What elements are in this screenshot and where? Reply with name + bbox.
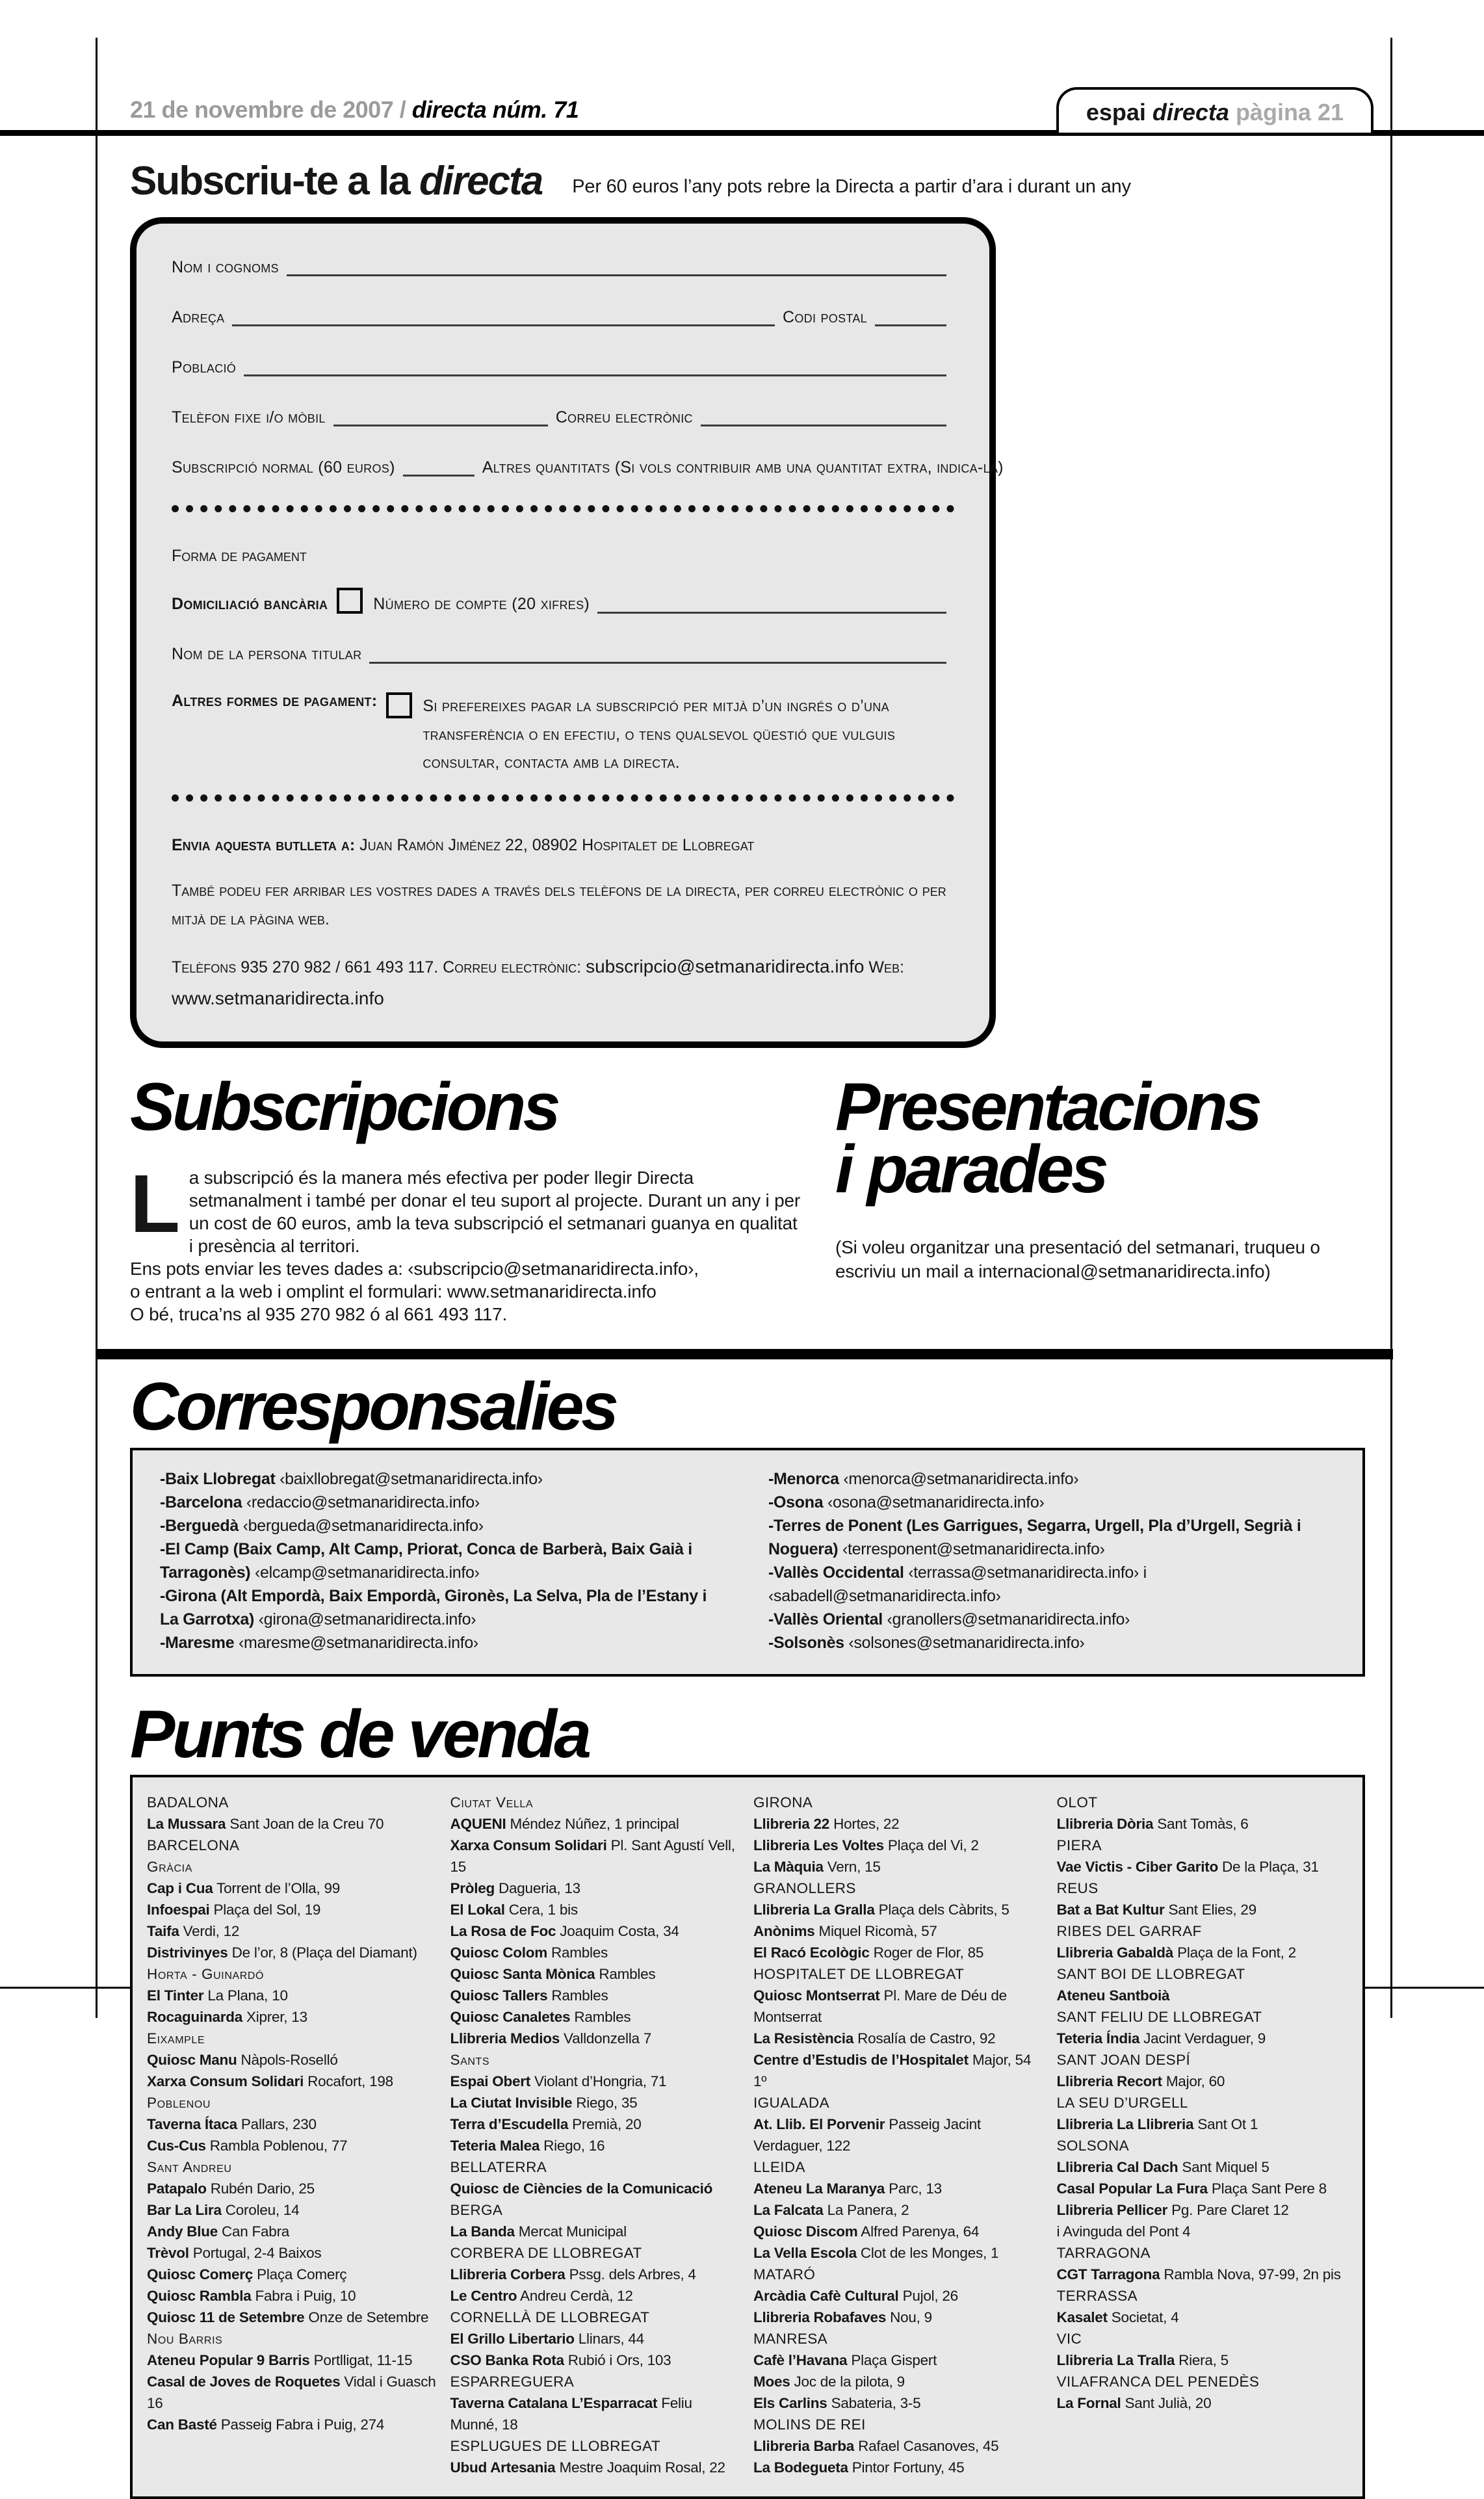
venue-entry: Vae Victis - Ciber Garito De la Plaça, 31 — [1056, 1859, 1319, 1876]
venue-entry: Quiosc Tallers Rambles — [450, 1987, 608, 2004]
city-header: VIC — [1056, 2331, 1082, 2348]
city-header: BARCELONA — [147, 1837, 240, 1854]
city-header: IGUALADA — [753, 2095, 829, 2112]
subscriptions-web-line: o entrant a la web i omplint el formulari: www.setmanaridirecta.info — [130, 1281, 657, 1302]
sale-points-box — [130, 1775, 1365, 2499]
header-issue-line — [130, 96, 579, 124]
correspondent-entry: -Osona ‹osona@setmanaridirecta.info› — [768, 1493, 1045, 1511]
venue-entry: Bar La Lira Coroleu, 14 — [147, 2202, 300, 2219]
contact-details-line: Telèfons 935 270 982 / 661 493 117. Correu electrònic: subscripcio@setmanaridirecta.info Web: www.setmanaridirecta.info — [172, 956, 904, 1009]
venue-entry: La Màquia Vern, 15 — [753, 1859, 881, 1876]
venue-entry: Casal Popular La Fura Plaça Sant Pere 8 — [1056, 2180, 1327, 2197]
header-date: 21 de novembre de 2007 / — [130, 96, 406, 123]
venue-entry: Pròleg Dagueria, 13 — [450, 1880, 580, 1897]
sale-points-column-2 — [450, 1792, 742, 2478]
venue-entry: Cap i Cua Torrent de l’Olla, 99 — [147, 1880, 340, 1897]
send-to-line: Envia aquesta butlleta a: Juan Ramón Jiménez 22, 08902 Hospitalet de Llobregat — [172, 836, 755, 854]
city-header: BELLATERRA — [450, 2159, 547, 2176]
account-holder-input[interactable] — [369, 642, 946, 664]
venue-entry: Infoespai Plaça del Sol, 19 — [147, 1902, 321, 1918]
venue-entry: Llibreria Gabaldà Plaça de la Font, 2 — [1056, 1944, 1296, 1961]
city-header: MANRESA — [753, 2331, 828, 2348]
correspondents-column-1 — [160, 1467, 727, 1655]
venue-entry: Quiosc Montserrat Pl. Mare de Déu de Montserrat — [753, 1987, 1007, 2026]
district-header: Poblenou — [147, 2095, 211, 2112]
form-row-town — [172, 355, 954, 376]
header-issue: directa núm. 71 — [411, 96, 579, 123]
venue-entry: Llibreria La Tralla Riera, 5 — [1056, 2352, 1229, 2369]
city-header: SANT BOI DE LLOBREGAT — [1056, 1966, 1245, 1983]
form-row-other-payment — [172, 692, 954, 778]
phone-label: Telèfon fixe i/o mòbil — [172, 408, 326, 426]
page-content — [0, 158, 1484, 2499]
subscriptions-title: Subscripcions — [130, 1069, 558, 1145]
venue-entry: Teteria Malea Riego, 16 — [450, 2138, 605, 2154]
venue-entry: Xarxa Consum Solidari Rocafort, 198 — [147, 2073, 393, 2090]
form-row-amount — [172, 455, 1004, 477]
venue-entry: Llibreria La Gralla Plaça dels Càbrits, 5 — [753, 1902, 1009, 1918]
section-tab — [1056, 87, 1373, 133]
drop-cap: L — [130, 1157, 180, 1250]
subscriptions-contact-lines — [130, 1257, 806, 1326]
venue-entry: Trèvol Portugal, 2-4 Baixos — [147, 2245, 322, 2262]
venue-entry: Andy Blue Can Fabra — [147, 2223, 290, 2240]
address-continuation: i Avinguda del Pont 4 — [1056, 2223, 1191, 2240]
venue-entry: Ateneu Santboià — [1056, 1987, 1170, 2004]
venue-entry: Taifa Verdi, 12 — [147, 1923, 240, 1940]
venue-entry: AQUENI Méndez Núñez, 1 principal — [450, 1816, 679, 1833]
venue-entry: Llibreria Medios Valldonzella 7 — [450, 2030, 651, 2047]
venue-entry: Quiosc Discom Alfred Parenya, 64 — [753, 2223, 980, 2240]
venue-entry: Taverna Ítaca Pallars, 230 — [147, 2116, 317, 2133]
normal-subscription-input[interactable] — [403, 455, 475, 477]
venue-entry: Cafè l’Havana Plaça Gispert — [753, 2352, 937, 2369]
city-header: CORBERA DE LLOBREGAT — [450, 2245, 642, 2262]
venue-entry: At. Llib. El Porvenir Passeig Jacint Verdaguer, 122 — [753, 2116, 981, 2154]
email-input[interactable] — [701, 405, 946, 426]
city-header: HOSPITALET DE LLOBREGAT — [753, 1966, 965, 1983]
bank-domiciliation-label: Domiciliació bancària — [172, 595, 328, 614]
account-number-input[interactable] — [597, 592, 946, 614]
district-header: Nou Barris — [147, 2331, 223, 2348]
sale-points-column-4 — [1057, 1792, 1349, 2414]
venue-entry: Llibreria 22 Hortes, 22 — [753, 1816, 900, 1833]
venue-entry: La Rosa de Foc Joaquim Costa, 34 — [450, 1923, 679, 1940]
city-header: TARRAGONA — [1056, 2245, 1151, 2262]
other-payment-label: Altres formes de pagament: — [172, 691, 378, 710]
city-header: BERGA — [450, 2202, 503, 2219]
form-row-name — [172, 255, 954, 276]
venue-entry: El Lokal Cera, 1 bis — [450, 1902, 578, 1918]
venue-entry: Quiosc Colom Rambles — [450, 1944, 608, 1961]
form-row-holder — [172, 642, 954, 664]
venue-entry: Kasalet Societat, 4 — [1056, 2309, 1179, 2326]
district-header: Sants — [450, 2052, 490, 2069]
email-label: Correu electrònic — [555, 408, 693, 426]
venue-entry: Moes Joc de la pilota, 9 — [753, 2374, 905, 2390]
form-row-address — [172, 305, 954, 326]
venue-entry: Quiosc Canaletes Rambles — [450, 2009, 631, 2026]
other-payment-checkbox[interactable] — [386, 692, 412, 718]
city-header: SANT FELIU DE LLOBREGAT — [1056, 2009, 1262, 2026]
payment-method-heading: Forma de pagament — [172, 547, 307, 565]
postal-code-label: Codi postal — [783, 307, 867, 326]
form-row-bank — [172, 588, 954, 614]
venue-entry: El Grillo Libertario Llinars, 44 — [450, 2331, 644, 2348]
venue-entry: La Falcata La Panera, 2 — [753, 2202, 909, 2219]
city-header: RIBES DEL GARRAF — [1056, 1923, 1202, 1940]
city-header: GIRONA — [753, 1794, 813, 1811]
city-header: MOLINS DE REI — [753, 2416, 866, 2433]
venue-entry: Llibreria Robafaves Nou, 9 — [753, 2309, 932, 2326]
venue-entry: Terra d’Escudella Premià, 20 — [450, 2116, 642, 2133]
venue-entry: Centre d’Estudis de l’Hospitalet Major, 54 1º — [753, 2052, 1032, 2090]
phone-input[interactable] — [333, 405, 548, 426]
name-input[interactable] — [287, 255, 946, 276]
venue-entry: Llibreria Corbera Pssg. dels Arbres, 4 — [450, 2266, 696, 2283]
district-header: Eixample — [147, 2030, 205, 2047]
venue-entry: Llibreria Barba Rafael Casanoves, 45 — [753, 2438, 999, 2455]
correspondent-entry: -Baix Llobregat ‹baixllobregat@setmanaridirecta.info› — [160, 1469, 543, 1488]
city-header: LLEIDA — [753, 2159, 805, 2176]
subscriptions-email-line: Ens pots enviar les teves dades a: ‹subscripcio@setmanaridirecta.info›, — [130, 1258, 699, 1279]
account-holder-label: Nom de la persona titular — [172, 645, 362, 664]
venue-entry: Quiosc Comerç Plaça Comerç — [147, 2266, 347, 2283]
city-header: SOLSONA — [1056, 2138, 1130, 2154]
correspondent-entry: -Maresme ‹maresme@setmanaridirecta.info› — [160, 1633, 478, 1652]
venue-entry: La Resistència Rosalía de Castro, 92 — [753, 2030, 996, 2047]
venue-entry: Rocaguinarda Xiprer, 13 — [147, 2009, 307, 2026]
subscription-email: subscripcio@setmanaridirecta.info — [586, 956, 865, 977]
correspondents-column-2 — [768, 1467, 1335, 1655]
postal-code-input[interactable] — [875, 305, 946, 326]
venue-entry: Taverna Catalana L’Esparracat Feliu Munné, 18 — [450, 2395, 692, 2433]
city-header: BADALONA — [147, 1794, 229, 1811]
city-header: PIERA — [1056, 1837, 1102, 1854]
correspondent-entry: -Vallès Oriental ‹granollers@setmanaridirecta.info› — [768, 1610, 1130, 1629]
venue-entry: La Vella Escola Clot de les Monges, 1 — [753, 2245, 999, 2262]
presentations-column — [835, 1069, 1365, 1326]
page-header — [0, 0, 1484, 136]
subscribe-subtitle: Per 60 euros l’any pots rebre la Directa a partir d’ara i durant un any — [572, 176, 1131, 197]
venue-entry: La Ciutat Invisible Riego, 35 — [450, 2095, 638, 2112]
venue-entry: Ateneu La Maranya Parc, 13 — [753, 2180, 942, 2197]
venue-entry: Llibreria Les Voltes Plaça del Vi, 2 — [753, 1837, 979, 1854]
correspondent-entry: -Menorca ‹menorca@setmanaridirecta.info› — [768, 1469, 1079, 1488]
subscribe-header — [130, 158, 1365, 204]
subscription-form — [130, 217, 1004, 1048]
district-header: Ciutat Vella — [450, 1794, 534, 1811]
city-header: MATARÓ — [753, 2266, 816, 2283]
address-input[interactable] — [232, 305, 775, 326]
venue-entry: Teteria Índia Jacint Verdaguer, 9 — [1056, 2030, 1266, 2047]
venue-entry: La Fornal Sant Julià, 20 — [1056, 2395, 1212, 2412]
city-header: ESPLUGUES DE LLOBREGAT — [450, 2438, 660, 2455]
venue-entry: Casal de Joves de Roquetes Vidal i Guasch 16 — [147, 2374, 436, 2412]
dotted-separator — [172, 794, 954, 802]
address-label: Adreça — [172, 307, 225, 326]
correspondent-entry: -Barcelona ‹redaccio@setmanaridirecta.info› — [160, 1493, 480, 1511]
venue-entry: Cus-Cus Rambla Poblenou, 77 — [147, 2138, 348, 2154]
city-header: LA SEU D’URGELL — [1056, 2095, 1188, 2112]
venue-entry: Arcàdia Cafè Cultural Pujol, 26 — [753, 2288, 958, 2305]
brand-name: directa — [419, 159, 543, 203]
venue-entry: Le Centro Andreu Cerdà, 12 — [450, 2288, 633, 2305]
normal-subscription-label: Subscripció normal (60 euros) — [172, 458, 395, 477]
venue-entry: Els Carlins Sabateria, 3-5 — [753, 2395, 921, 2412]
venue-entry: Distrivinyes De l’or, 8 (Plaça del Diamant) — [147, 1944, 417, 1961]
venue-entry: Quiosc Manu Nàpols-Roselló — [147, 2052, 338, 2069]
sale-points-title: Punts de venda — [130, 1696, 589, 1772]
venue-entry: La Mussara Sant Joan de la Creu 70 — [147, 1816, 384, 1833]
sale-points-column-3 — [753, 1792, 1045, 2478]
venue-entry: El Tinter La Plana, 10 — [147, 1987, 288, 2004]
venue-entry: El Racó Ecològic Roger de Flor, 85 — [753, 1944, 984, 1961]
city-header: VILAFRANCA DEL PENEDÈS — [1056, 2374, 1260, 2390]
tab-espai-label: espai — [1086, 99, 1152, 125]
name-label: Nom i cognoms — [172, 257, 279, 276]
venue-entry: CSO Banka Rota Rubió i Ors, 103 — [450, 2352, 671, 2369]
website-url: www.setmanaridirecta.info — [172, 988, 384, 1009]
city-header: OLOT — [1056, 1794, 1098, 1811]
district-header: Gràcia — [147, 1859, 192, 1876]
town-input[interactable] — [244, 355, 946, 376]
tab-brand: directa — [1152, 99, 1229, 125]
correspondent-entry: -Solsonès ‹solsones@setmanaridirecta.info› — [768, 1633, 1085, 1652]
bank-domiciliation-checkbox[interactable] — [337, 588, 363, 614]
correspondent-entry: -Vallès Occidental ‹terrassa@setmanaridirecta.info› i ‹sabadell@setmanaridirecta.info› — [768, 1563, 1147, 1605]
correspondent-entry: -Terres de Ponent (Les Garrigues, Segarra, Urgell, Pla d’Urgell, Segrià i Noguera) ‹terresponent@setmanaridirecta.info› — [768, 1516, 1301, 1558]
venue-entry: Ubud Artesania Mestre Joaquim Rosal, 22 — [450, 2459, 725, 2476]
subscriptions-body: La subscripció és la manera més efectiva per poder llegir Directa setmanalment i també per donar el teu suport al projecte. Durant un any i per un cost de 60 euros, amb la teva subscripció el setmanari guanya en qualitat i presència al territori. — [130, 1157, 801, 1256]
city-header: ESPARREGUERA — [450, 2374, 575, 2390]
city-header: GRANOLLERS — [753, 1880, 856, 1897]
venue-entry: CGT Tarragona Rambla Nova, 97-99, 2n pis — [1056, 2266, 1341, 2283]
venue-entry: Ateneu Popular 9 Barris Portlligat, 11-15 — [147, 2352, 413, 2369]
subscriptions-phone-line: O bé, truca’ns al 935 270 982 ó al 661 493 117. — [130, 1303, 508, 1324]
correspondents-box — [130, 1448, 1365, 1677]
correspondents-title: Corresponsalies — [130, 1368, 616, 1445]
account-number-label: Número de compte (20 xifres) — [373, 595, 590, 614]
venue-entry: Can Basté Passeig Fabra i Puig, 274 — [147, 2416, 385, 2433]
venue-entry: Llibreria Recort Major, 60 — [1056, 2073, 1225, 2090]
also-contact-line: També podeu fer arribar les vostres dades a través dels telèfons de la directa, per correu electrònic o per mitjà de la pàgina web. — [172, 881, 946, 928]
correspondent-entry: -Berguedà ‹bergueda@setmanaridirecta.info› — [160, 1516, 484, 1535]
subscribe-title: Subscriu-te a la directa — [130, 159, 543, 203]
presentations-title: Presentacions i parades — [835, 1069, 1260, 1207]
district-header: Horta - Guinardó — [147, 1966, 265, 1983]
venue-entry: Espai Obert Violant d’Hongria, 71 — [450, 2073, 667, 2090]
other-payment-text: Si prefereixes pagar la subscripció per mitjà d’un ingrés o d’una transferència o en efectiu, o tens qualsevol qüestió que vulguis consultar, contacta amb la directa. — [423, 696, 896, 772]
correspondent-entry: -Girona (Alt Empordà, Baix Empordà, Gironès, La Selva, Pla de l’Estany i La Garrotxa) ‹girona@setmanaridirecta.info› — [160, 1586, 707, 1629]
city-header: REUS — [1056, 1880, 1099, 1897]
section-divider — [96, 1349, 1393, 1359]
venue-entry: Llibreria Dòria Sant Tomàs, 6 — [1056, 1816, 1249, 1833]
venue-entry: Quiosc de Ciències de la Comunicació — [450, 2180, 713, 2197]
venue-entry: Llibreria La Llibreria Sant Ot 1 — [1056, 2116, 1258, 2133]
venue-entry: Llibreria Cal Dach Sant Miquel 5 — [1056, 2159, 1269, 2176]
venue-entry: La Banda Mercat Municipal — [450, 2223, 627, 2240]
venue-entry: Anònims Miquel Ricomà, 57 — [753, 1923, 937, 1940]
venue-entry: Llibreria Pellicer Pg. Pare Claret 12 — [1056, 2202, 1289, 2219]
form-row-phone-email — [172, 405, 954, 426]
presentations-note: (Si voleu organitzar una presentació del setmanari, truqueu o escriviu un mail a internacional@setmanaridirecta.info) — [835, 1236, 1320, 1282]
town-label: Població — [172, 358, 237, 376]
venue-entry: Xarxa Consum Solidari Pl. Sant Agustí Vell, 15 — [450, 1837, 735, 1876]
district-header: Sant Andreu — [147, 2159, 232, 2176]
city-header: CORNELLÀ DE LLOBREGAT — [450, 2309, 650, 2326]
sale-points-column-1 — [147, 1792, 439, 2435]
venue-entry: Quiosc Rambla Fabra i Puig, 10 — [147, 2288, 356, 2305]
dotted-separator — [172, 505, 954, 512]
venue-entry: Quiosc 11 de Setembre Onze de Setembre — [147, 2309, 429, 2326]
correspondent-entry: -El Camp (Baix Camp, Alt Camp, Priorat, Conca de Barberà, Baix Gaià i Tarragonès) ‹elcamp@setmanaridirecta.info› — [160, 1539, 692, 1582]
venue-entry: Patapalo Rubén Dario, 25 — [147, 2180, 315, 2197]
subscriptions-column — [130, 1069, 835, 1326]
venue-entry: Quiosc Santa Mònica Rambles — [450, 1966, 656, 1983]
city-header: SANT JOAN DESPÍ — [1056, 2052, 1191, 2069]
venue-entry: La Bodegueta Pintor Fortuny, 45 — [753, 2459, 965, 2476]
venue-entry: Bat a Bat Kultur Sant Elies, 29 — [1056, 1902, 1256, 1918]
extra-amount-label: Altres quantitats (Si vols contribuir amb una quantitat extra, indica-la) — [482, 458, 1004, 477]
middle-section — [130, 1069, 1365, 1326]
tab-page-number: pàgina 21 — [1229, 99, 1344, 125]
city-header: TERRASSA — [1056, 2288, 1138, 2305]
